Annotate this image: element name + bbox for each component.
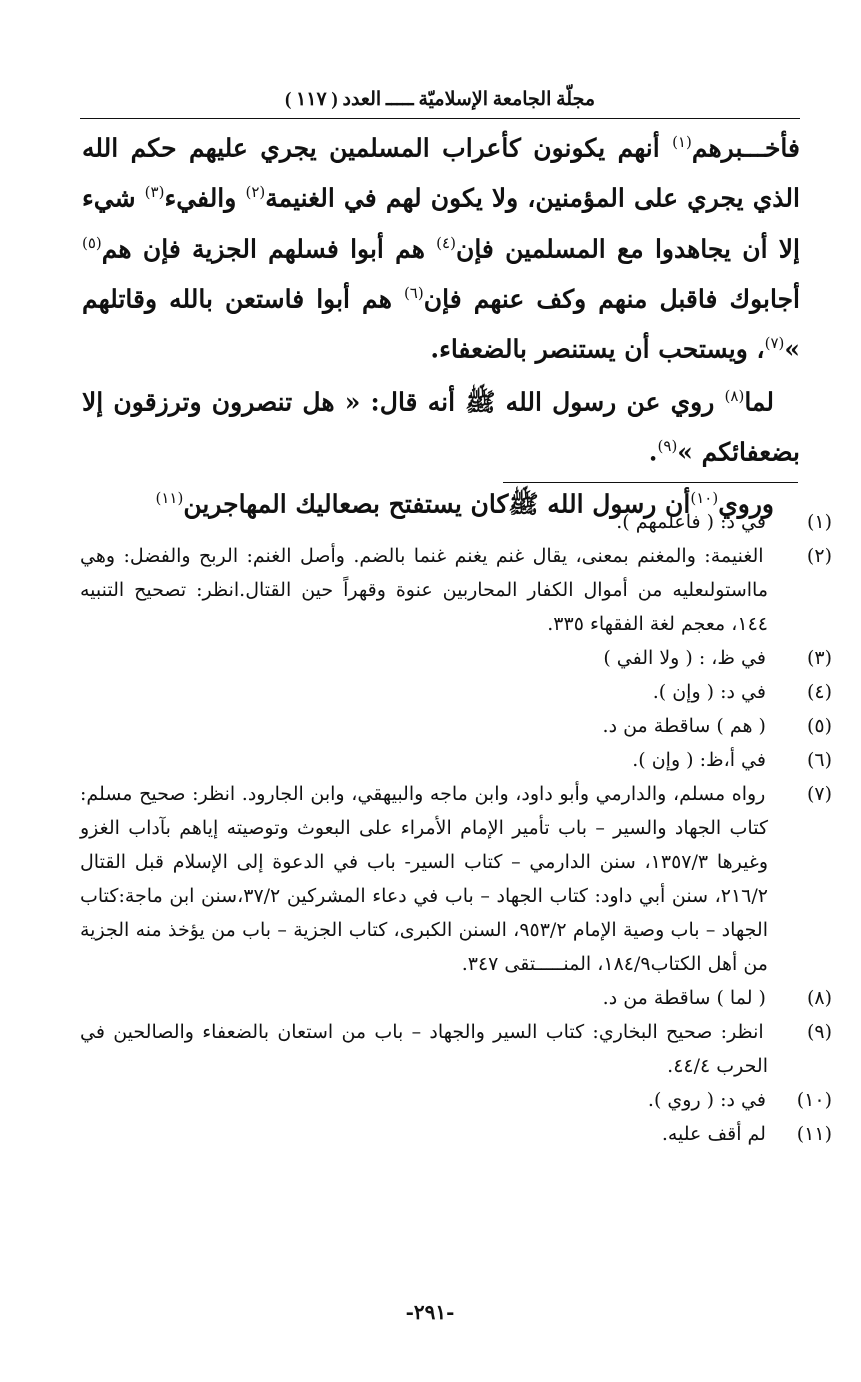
footnote-marker: (٥) xyxy=(82,233,102,252)
footnote-2 xyxy=(80,539,832,641)
footnote-7 xyxy=(80,777,832,981)
text-run: أن رسول الله ﷺكان يستفتح بصعاليك المهاجرين xyxy=(183,489,691,519)
footnote-text: ( هم ) ساقطة من د. xyxy=(602,715,766,737)
footnote-text: في أ،ظ: ( وإن ). xyxy=(632,749,766,771)
footnote-number: (١١) xyxy=(796,1123,832,1145)
footnote-marker: (١١) xyxy=(155,489,184,508)
text-run: أجابوك فاقبل منهم وكف عنهم فإن xyxy=(423,284,800,314)
text-run: شيء إلا أن يجاهدوا مع المسلمين فإن xyxy=(82,183,800,263)
footnote-10 xyxy=(80,1083,832,1117)
footnote-number: (١٠) xyxy=(796,1089,832,1111)
running-header xyxy=(80,88,800,111)
footnote-number: (٢) xyxy=(806,545,832,567)
text-run: . xyxy=(648,437,658,467)
footnote-marker: (١) xyxy=(672,133,692,151)
footnote-8 xyxy=(80,981,832,1015)
text-run: هم أبوا فاستعن بالله وقاتلهم » xyxy=(82,284,800,364)
text-run: لما xyxy=(744,386,774,416)
header-separator: ـــــ xyxy=(385,89,414,110)
footnote-9 xyxy=(80,1015,832,1083)
text-run: ، ويستحب أن يستنصر بالضعفاء. xyxy=(430,334,765,364)
footnotes xyxy=(80,505,832,1151)
footnote-marker: (٩) xyxy=(657,436,678,455)
footnote-number: (٧) xyxy=(806,783,832,805)
footnote-marker: (١٠) xyxy=(690,489,719,508)
footnote-marker: (٨) xyxy=(724,386,745,405)
footnote-number: (٣) xyxy=(806,647,832,669)
main-text xyxy=(82,120,800,527)
footnote-text: رواه مسلم، والدارمي وأبو داود، وابن ماجه والبيهقي، وابن الجارود. انظر: صحيح مسلم: كتاب الجهاد والسير – باب تأمير الإمام الأمراء على البعوث وتوصيته إياهم بآداب الغزو وغيرها ١٣٥٧/٣، سنن الدارمي – كتاب السير- باب في الدعوة إلى الإسلام قبل القتال ٢١٦/٢، سنن أبي داود: كتاب الجهاد – باب في دعاء المشركين ٣٧/٢،سنن ابن ماجة:كتاب الجهاد – باب وصية الإمام ٩٥٣/٢، السنن الكبرى، كتاب الجزية – باب من يؤخذ منه الجزية من أهل الكتاب١٨٤/٩، المنـــــتقى ٣٤٧. xyxy=(80,783,768,975)
text-run: روي عن رسول الله ﷺ أنه قال: « هل تنصرون وترزقون إلا بضعفائكم » xyxy=(82,386,800,467)
footnote-4 xyxy=(80,675,832,709)
text-run: والفيء xyxy=(164,183,246,213)
journal-title: مجلّة الجامعة الإسلاميّة xyxy=(418,89,596,110)
footnote-number: (٥) xyxy=(806,715,832,737)
footnote-marker: (٢) xyxy=(245,183,266,202)
footnote-number: (١) xyxy=(806,511,832,533)
footnote-text: في د: ( روي ). xyxy=(647,1089,766,1111)
paragraph-1 xyxy=(82,120,800,372)
footnote-text: في د: ( فاعلمهم ). xyxy=(616,511,766,533)
header-rule xyxy=(80,118,800,119)
footnote-1 xyxy=(80,505,832,539)
footnote-number: (٤) xyxy=(806,681,832,703)
footnote-marker: (٦) xyxy=(403,283,424,302)
footnote-marker: (٤) xyxy=(436,233,456,252)
page-number: -٢٩١- xyxy=(405,1300,455,1324)
footnote-marker: (٧) xyxy=(764,334,785,353)
footnote-3 xyxy=(80,641,832,675)
footnote-number: (٩) xyxy=(806,1021,832,1043)
footnote-text: لم أقف عليه. xyxy=(661,1123,766,1145)
paragraph-2 xyxy=(82,374,800,475)
footnote-5 xyxy=(80,709,832,743)
text-run: فأخـــبرهم xyxy=(691,133,800,163)
text-run: هم أبوا فسلهم الجزية فإن هم xyxy=(101,233,437,263)
footnote-text: في ظ، : ( ولا الفي ) xyxy=(603,647,766,669)
footnote-11 xyxy=(80,1117,832,1151)
footnote-text: الغنيمة: والمغنم بمعنى، يقال غنم يغنم غنما بالضم. وأصل الغنم: الربح والفضل: وهي مااستولىعليه من أموال الكفار المحاربين عنوة وقهراً حين القتال.انظر: تصحيح التنبيه ١٤٤، معجم لغة الفقهاء ٣٣٥. xyxy=(80,545,768,635)
issue-number: العدد ( ١١٧ ) xyxy=(284,89,382,110)
footnote-text: انظر: صحيح البخاري: كتاب السير والجهاد – باب من استعان بالضعفاء والصالحين في الحرب ٤٤/٤. xyxy=(80,1021,768,1077)
footnote-6 xyxy=(80,743,832,777)
footnote-text: في د: ( وإن ). xyxy=(652,681,766,703)
footnote-marker: (٣) xyxy=(144,183,165,202)
footnote-separator xyxy=(503,482,798,483)
footnote-text: ( لما ) ساقطة من د. xyxy=(602,987,766,1009)
footnote-number: (٦) xyxy=(806,749,832,771)
footnote-number: (٨) xyxy=(806,987,832,1009)
text-run: وروي xyxy=(718,489,774,519)
text-run: أنهم يكونون كأعراب المسلمين يجري عليهم حكم الله الذي يجري على المؤمنين، ولا يكون لهم في الغنيمة xyxy=(82,133,800,213)
